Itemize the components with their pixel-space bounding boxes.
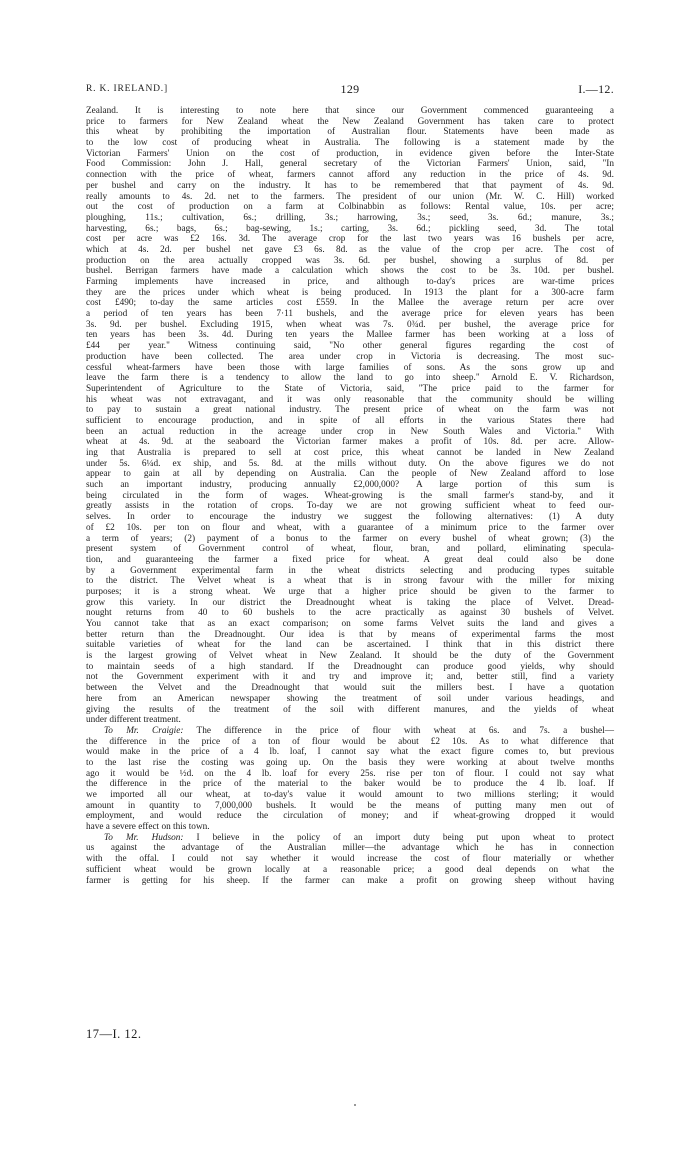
text-line-content: have a severe effect on this town. — [86, 822, 210, 833]
text-line-content: Victorian Farmers' Union on the cost of production, in evidence given before the Inter-State — [86, 148, 614, 159]
text-line-content: leave the farm there is a tendency to allow the land to go into sheep." Arnold E. V. Richardson, — [86, 373, 614, 384]
text-line — [86, 758, 614, 769]
text-line-content: wheat at 4s. 9d. at the seaboard the Victorian farmer makes a profit of 10s. 8d. per acre. Allow- — [86, 437, 614, 448]
text-line — [86, 576, 614, 587]
text-line — [86, 117, 614, 128]
text-line-content: under different treatment. — [86, 715, 181, 726]
text-line — [86, 662, 614, 673]
text-line — [86, 480, 614, 491]
text-line — [86, 726, 614, 737]
text-line-content: bushel. Berrigan farmers have made a calculation which shows the cost to be 3s. 10d. per bushel. — [86, 266, 614, 277]
questioner-name: To Mr. Craigie: — [104, 725, 184, 736]
text-line-content: harvesting, 6s.; bags, 6s.; bag-sewing, 1s.; carting, 3s. 6d.; pickling seed, 3d. The total — [86, 223, 614, 234]
text-line — [86, 427, 614, 438]
text-line — [86, 341, 614, 352]
text-line — [86, 127, 614, 138]
text-line — [86, 811, 614, 822]
questioner-name: To Mr. Hudson: — [104, 832, 184, 843]
text-line-content: suitable varieties of wheat for the land can be ascertained. I think that in this district there — [86, 640, 614, 651]
text-line — [86, 106, 614, 117]
body-text — [86, 106, 614, 886]
text-line — [86, 555, 614, 566]
text-line — [86, 694, 614, 705]
text-line-content: nought returns from 40 to 60 bushels to the acre practically as against 30 bushels of Velvet. — [86, 608, 614, 619]
text-line — [86, 416, 614, 427]
text-line — [86, 277, 614, 288]
signature-mark: 17—I. 12. — [86, 1027, 142, 1041]
text-line-content: here from an American newspaper showing the treatment of soil under various headings, and — [86, 693, 614, 704]
text-line — [86, 213, 614, 224]
text-line-content: under 5s. 6¼d. ex ship, and 5s. 8d. at the mills without duty. On the above figures we do not — [86, 458, 614, 469]
text-line-content: ten years has been 3s. 4d. During ten years the Mallee farmer has been working at a loss of — [86, 330, 614, 341]
text-line-content: we imported all our wheat, at to-day's value it would amount to two millions sterling; it would — [86, 790, 614, 800]
text-line — [86, 619, 614, 630]
text-line-content: Zealand. It is interesting to note here that since our Government commenced guaranteeing a — [86, 106, 614, 116]
text-line — [86, 769, 614, 780]
text-line — [86, 747, 614, 758]
text-line-content: Superintendent of Agriculture to the State of Victoria, said, "The price paid to the farmer for — [86, 383, 614, 394]
text-line — [86, 234, 614, 245]
text-line-content: out the cost of production on a farm at Colbinabbin as follows: Rental value, 10s. per acre; — [86, 202, 614, 213]
text-line-content: sufficient to encourage production, and in spite of all efforts in the various States there had — [86, 415, 614, 426]
text-line-content: greatly assists in the rotation of crops. To-day we are not growing sufficient wheat to feed our- — [86, 501, 614, 512]
text-line-content: which at 4s. 2d. per bushel net gave £3 6s. 8d. as the value of the crop per acre. The cost of — [86, 244, 614, 255]
text-line — [86, 715, 614, 726]
text-line-content: present system of Government control of wheat, flour, bran, and pollard, eliminating specula- — [86, 544, 614, 555]
text-line-content: production on the area actually cropped was 3s. 6d. per bushel, showing a surplus of 8d. per — [86, 255, 614, 266]
text-line-content: farmer is getting for his sheep. If the farmer can make a profit on growing sheep without having — [86, 875, 614, 886]
text-line — [86, 159, 614, 170]
text-line-content: 3s. 9d. per bushel. Excluding 1915, when wheat was 7s. 0¾d. per bushel, the average price for — [86, 319, 614, 330]
text-line — [86, 737, 614, 748]
text-line — [86, 181, 614, 192]
text-line-content: cost per acre was £2 16s. 3d. The average crop for the last two years was 16 bushels per acre, — [86, 234, 614, 245]
paragraph-to-mr-hudson — [86, 833, 614, 886]
text-line — [86, 288, 614, 299]
text-line — [86, 598, 614, 609]
text-line-content: giving the results of the treatment of the soil with different manures, and the yields of wheat — [86, 704, 614, 715]
text-line — [86, 192, 614, 203]
text-line — [86, 544, 614, 555]
text-line — [86, 373, 614, 384]
paper-reference: I.—12. — [578, 82, 614, 96]
text-line-content: such an important industry, producing annually £2,000,000? A large portion of this sum is — [86, 480, 614, 491]
text-line-content: tion, and guaranteeing the farmer a fixed price for wheat. A great deal could also be done — [86, 554, 614, 565]
text-line — [86, 352, 614, 363]
text-line — [86, 608, 614, 619]
text-line-content: this wheat by prohibiting the importation of Australian flour. Statements have been made as — [86, 127, 614, 138]
text-line — [86, 245, 614, 256]
text-line-content: to the district. The Velvet wheat is a wheat that is in strong favour with the miller for mixing — [86, 576, 614, 587]
text-line — [86, 320, 614, 331]
text-line — [86, 822, 614, 833]
text-line-content: ploughing, 11s.; cultivation, 6s.; drilling, 3s.; harrowing, 3s.; seed, 3s. 6d.; manure, 3s.; — [86, 212, 614, 223]
text-line — [86, 330, 614, 341]
text-line — [86, 448, 614, 459]
text-line — [86, 651, 614, 662]
text-line-content: really amounts to 4s. 2d. net to the farmers. The president of our union (Mr. W. C. Hill) worked — [86, 191, 614, 202]
text-line — [86, 266, 614, 277]
text-line — [86, 801, 614, 812]
paragraph-to-mr-craigie — [86, 726, 614, 833]
text-line — [86, 395, 614, 406]
text-line-content: cost £490; to-day the same articles cost £559. In the Mallee the average return per acre over — [86, 298, 614, 309]
text-line-content: to pay to sustain a great national industry. The present price of wheat on the farm was not — [86, 405, 614, 416]
text-line — [86, 790, 614, 801]
text-line — [86, 491, 614, 502]
text-line-content: us against the advantage of the Australian miller—the advantage which he has in connection — [86, 843, 614, 854]
page-header — [86, 82, 614, 98]
text-line — [86, 566, 614, 577]
text-line — [86, 534, 614, 545]
text-line-content: I believe in the policy of an import duty being put upon wheat to protect — [183, 832, 615, 843]
text-line — [86, 459, 614, 470]
text-line-content: price to farmers for New Zealand wheat the New Zealand Government has taken care to protect — [86, 116, 614, 127]
text-line — [86, 683, 614, 694]
text-line — [86, 587, 614, 598]
text-line — [86, 138, 614, 149]
text-line — [86, 854, 614, 865]
text-line-content: Farming implements have increased in price, and although to-day's prices are war-time prices — [86, 277, 614, 287]
text-line — [86, 384, 614, 395]
text-line-content: is the largest growing of Velvet wheat in New Zealand. It should be the duty of the Government — [86, 651, 614, 662]
text-line-content: purposes; it is a strong wheat. We urge that a higher price should be given to the farmer to — [86, 586, 614, 597]
text-line — [86, 512, 614, 523]
text-line-content: to maintain seeds of a high standard. If the Dreadnought can produce good yields, why should — [86, 661, 614, 672]
text-line-content: grow this variety. In our district the Dreadnought wheat is taking the place of Velvet. Dread- — [86, 597, 614, 608]
text-line-content: production have been collected. The area under crop in Victoria is decreasing. The most suc- — [86, 351, 614, 362]
text-line-content: better return than the Dreadnought. Our idea is that by means of experimental farms the most — [86, 629, 614, 640]
text-line-content: ago it would be ½d. on the 4 lb. loaf for every 25s. rise per ton of flour. I could not say what — [86, 768, 614, 779]
text-line-content: been an actual reduction in the acreage under crop in New South Wales and Victoria." With — [86, 426, 614, 437]
page-number: 129 — [340, 82, 360, 96]
text-line-content: to the last rise the costing was going up. On the basis they were working at about twelve months — [86, 757, 614, 768]
text-line-content: the difference in the price of a ton of flour would be about £2 10s. As to what difference that — [86, 736, 614, 747]
text-line — [86, 523, 614, 534]
text-line — [86, 149, 614, 160]
text-line-content: a period of ten years has been 7·11 bushels, and the average price for eleven years has been — [86, 309, 614, 320]
text-line — [86, 298, 614, 309]
text-line-content: amount in quantity to 7,000,000 bushels. It would be the means of putting many men out of — [86, 800, 614, 811]
text-line-content: Food Commission: John J. Hall, general secretary of the Victorian Farmers' Union, said, "In — [86, 159, 614, 170]
text-line-content: ing that Australia is prepared to sell at cost price, this wheat cannot be landed in New Zealand — [86, 448, 614, 458]
text-line-content: The difference in the price of flour with wheat at 6s. and 7s. a bushel— — [183, 725, 614, 736]
text-line-content: cessful wheat-farmers have been those with large families of sons. As the sons grow up and — [86, 362, 614, 373]
text-line — [86, 779, 614, 790]
text-line — [86, 640, 614, 651]
header-witness-name: R. K. IRELAND.] — [86, 84, 168, 94]
text-line-content: a term of years; (2) payment of a bonus to the farmer on every bushel of wheat grown; (3) the — [86, 533, 614, 544]
text-line-content: with the offal. I could not say whether it would increase the cost of flour materially or whether — [86, 854, 614, 865]
text-line-content: to the low cost of producing wheat in Australia. The following is a statement made by the — [86, 138, 614, 149]
text-line — [86, 672, 614, 683]
text-line-content: per bushel and carry on the industry. It has to be remembered that that payment of 4s. 9d. — [86, 180, 614, 191]
text-line-content: not the Government experiment with it and try and improve it; and, better still, find a variety — [86, 672, 614, 683]
text-line-content: being circulated in the form of wages. Wheat-growing is the small farmer's stand-by, and it — [86, 490, 614, 501]
paragraph-evidence — [86, 106, 614, 726]
text-line-content: the difference in the price of the material to the baker would be to produce the 4 lb. loaf. If — [86, 779, 614, 790]
text-line — [86, 865, 614, 876]
text-line-content: they are the prices under which wheat is being produced. In 1913 the plant for a 300-acre farm — [86, 287, 614, 298]
text-line-content: selves. In order to encourage the industry we suggest the following alternatives: (1) A duty — [86, 512, 614, 523]
text-line-content: would make in the price of a 4 lb. loaf, I cannot say what the exact figure comes to, but previous — [86, 747, 614, 758]
text-line — [86, 630, 614, 641]
text-line-content: £44 per year." Witness continuing said, "No other general figures regarding the cost of — [86, 341, 614, 352]
text-line-content: his wheat was not extravagant, and it was only reasonable that the community should be willing — [86, 394, 614, 405]
text-line — [86, 224, 614, 235]
text-line — [86, 437, 614, 448]
text-line-content: of £2 10s. per ton on flour and wheat, with a guarantee of a minimum price to the farmer over — [86, 522, 614, 533]
text-line — [86, 469, 614, 480]
text-line — [86, 833, 614, 844]
text-line-content: sufficient wheat would be grown locally at a reasonable price; a good deal depends on what the — [86, 864, 614, 875]
text-line-content: You cannot take that as an exact comparison; on some farms Velvet suits the land and gives a — [86, 619, 614, 629]
text-line — [86, 405, 614, 416]
text-line — [86, 202, 614, 213]
text-line — [86, 309, 614, 320]
text-line — [86, 876, 614, 887]
text-line — [86, 843, 614, 854]
text-line — [86, 256, 614, 267]
text-line — [86, 501, 614, 512]
text-line-content: between the Velvet and the Dreadnought that would suit the millers best. I have a quotation — [86, 683, 614, 694]
text-line — [86, 363, 614, 374]
text-line-content: by a Government experimental farm in the wheat districts selecting and producing types suitable — [86, 565, 614, 576]
text-line-content: employment, and would reduce the circulation of money; and if wheat-growing dropped it would — [86, 811, 614, 822]
text-line-content: connection with the price of wheat, farmers cannot afford any reduction in the price of 4s. 9d. — [86, 170, 614, 181]
text-line — [86, 705, 614, 716]
text-line — [86, 170, 614, 181]
paper-speck — [354, 1104, 356, 1106]
text-line-content: appear to gain at all by depending on Australia. Can the people of New Zealand afford to lose — [86, 469, 614, 480]
